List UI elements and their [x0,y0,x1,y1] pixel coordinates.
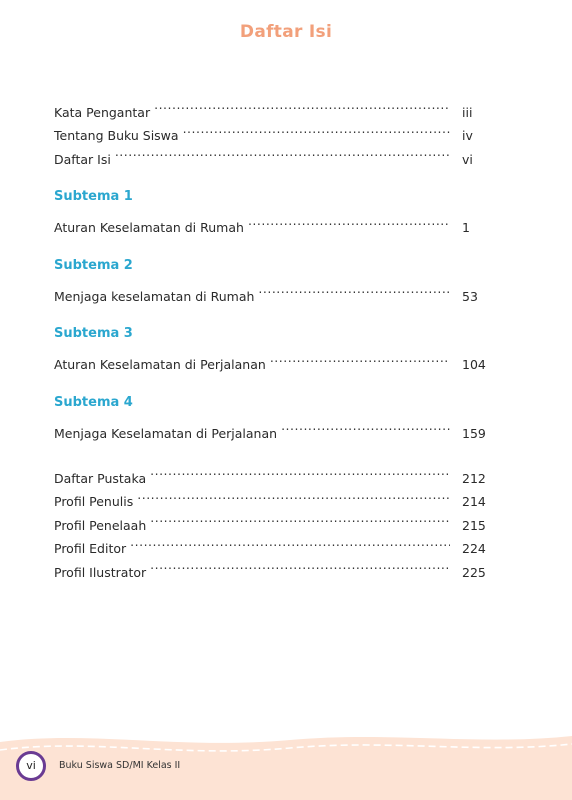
toc-entry-page: 225 [462,564,486,580]
toc-entry-subtema-3[interactable] [54,346,496,370]
dot-leader [150,459,450,483]
toc-entry-page: 104 [462,357,486,372]
toc-entry-label: Kata Pengantar [54,104,151,120]
toc-entry-label: Tentang Buku Siswa [54,128,179,143]
toc-entry-label: Menjaga Keselamatan di Perjalanan [54,425,278,441]
dot-leader [130,530,450,554]
page-title: Daftar Isi [239,22,333,42]
dot-leader [270,346,450,370]
toc-entry-daftar-isi[interactable] [54,140,496,167]
subtema-heading-4: Subtema 4 [54,394,133,410]
toc-entry-label: Profil Penelaah [54,517,147,533]
dot-leader [248,209,450,233]
toc-entry-label: Profil Ilustrator [54,564,147,580]
toc-entry-page: 1 [462,220,470,235]
dot-leader [258,277,450,301]
dot-leader [137,483,450,507]
toc-entry-kata-pengantar[interactable] [54,93,496,120]
page-number-badge: vi [16,751,46,781]
toc-entry-daftar-pustaka[interactable] [54,459,496,486]
toc-entry-page: iv [462,128,473,143]
dot-leader [183,117,450,141]
table-of-contents [54,93,496,580]
toc-entry-label: Daftar Pustaka [54,470,147,486]
toc-entry-page: vi [462,151,473,167]
toc-entry-page: 53 [462,288,478,304]
footer-book-title: Buku Siswa SD/MI Kelas II [59,760,181,771]
toc-entry-page: 214 [462,494,486,509]
toc-entry-label: Aturan Keselamatan di Rumah [54,220,244,235]
toc-entry-subtema-4[interactable] [54,414,496,441]
dot-leader [281,414,450,438]
toc-entry-label: Menjaga keselamatan di Rumah [54,288,255,304]
toc-entry-label: Aturan Keselamatan di Perjalanan [54,357,266,372]
subtema-heading-1: Subtema 1 [54,189,133,204]
toc-entry-page: 212 [462,470,486,486]
toc-entry-subtema-2[interactable] [54,277,496,304]
toc-entry-page: 224 [462,541,486,556]
dot-leader [154,93,450,117]
toc-entry-page: 215 [462,517,486,533]
dot-leader [150,506,450,530]
toc-entry-label: Profil Penulis [54,494,134,509]
dot-leader [115,140,450,164]
toc-entry-page: iii [462,104,473,120]
toc-entry-label: Daftar Isi [54,151,111,167]
subtema-heading-2: Subtema 2 [54,257,133,273]
toc-entry-label: Profil Editor [54,541,127,556]
toc-entry-subtema-1[interactable] [54,209,496,233]
subtema-heading-3: Subtema 3 [54,326,133,341]
toc-entry-page: 159 [462,425,486,441]
dot-leader [150,553,450,577]
